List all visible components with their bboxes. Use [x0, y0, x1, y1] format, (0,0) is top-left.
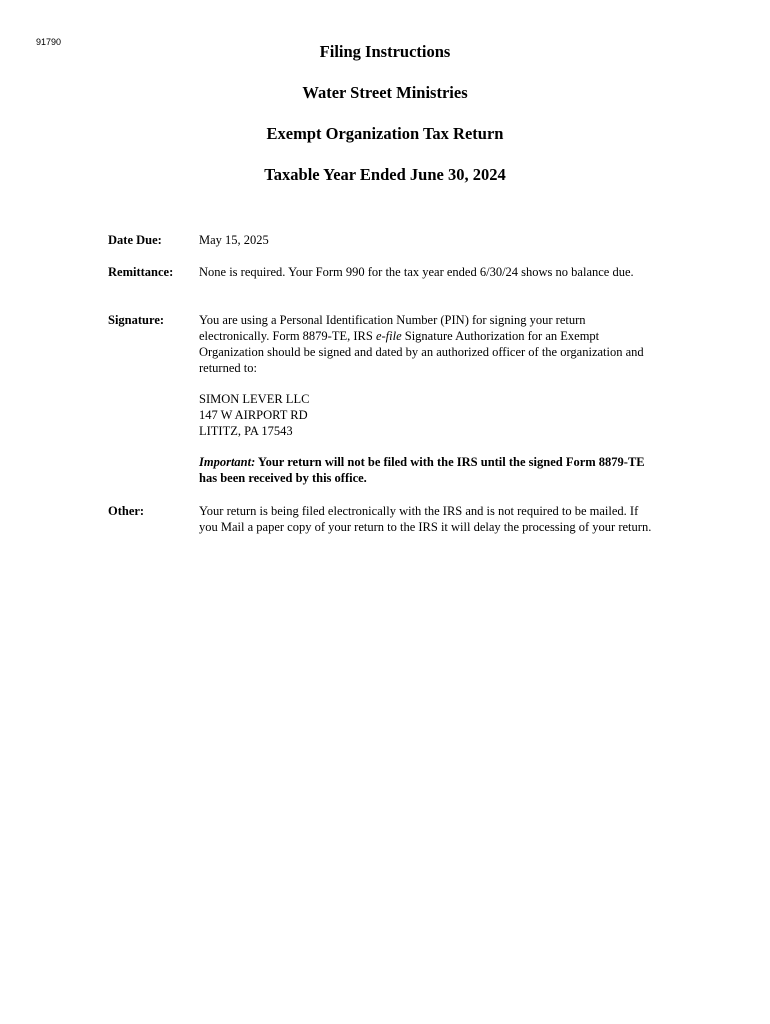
- signature-instructions: [199, 312, 654, 376]
- signature-label: Signature:: [108, 313, 165, 327]
- address-line-2: 147 W AIRPORT RD: [199, 408, 308, 422]
- taxable-year-heading: Taxable Year Ended June 30, 2024: [264, 165, 506, 184]
- other-label: Other:: [108, 504, 145, 518]
- other-text: Your return is being filed electronically with the IRS and is not required to be mailed. If you Mail a paper copy of your return to the IRS it will delay the processing of your return.: [199, 504, 652, 534]
- signature-text-before: You are using a Personal Identification Number (PIN) for signing your return electronically. Form 8879-TE, IRS: [199, 313, 586, 343]
- date-due-value: May 15, 2025: [199, 233, 269, 247]
- spacer: [199, 376, 654, 391]
- return-address: [199, 391, 654, 439]
- spacer: [199, 439, 654, 454]
- return-type-heading: Exempt Organization Tax Return: [266, 124, 504, 143]
- signature-text-after: Signature Authorization for an Exempt Organization should be signed and dated by an authorized officer of the organization and returned to:: [199, 329, 644, 375]
- remittance-text: None is required. Your Form 990 for the tax year ended 6/30/24 shows no balance due.: [199, 265, 634, 279]
- important-label: Important:: [199, 455, 256, 469]
- important-notice: [199, 454, 654, 486]
- organization-name: Water Street Ministries: [302, 83, 468, 102]
- address-line-1: SIMON LEVER LLC: [199, 392, 310, 406]
- efile-term: e-file: [375, 329, 402, 343]
- page-title: Filing Instructions: [319, 42, 451, 61]
- document-id: 91790: [36, 37, 62, 47]
- remittance-label: Remittance:: [108, 265, 174, 279]
- signature-content: [199, 312, 654, 486]
- date-due-label: Date Due:: [108, 233, 162, 247]
- address-line-3: LITITZ, PA 17543: [199, 424, 293, 438]
- important-text: Your return will not be filed with the IRS until the signed Form 8879-TE has been received by this office.: [199, 455, 645, 485]
